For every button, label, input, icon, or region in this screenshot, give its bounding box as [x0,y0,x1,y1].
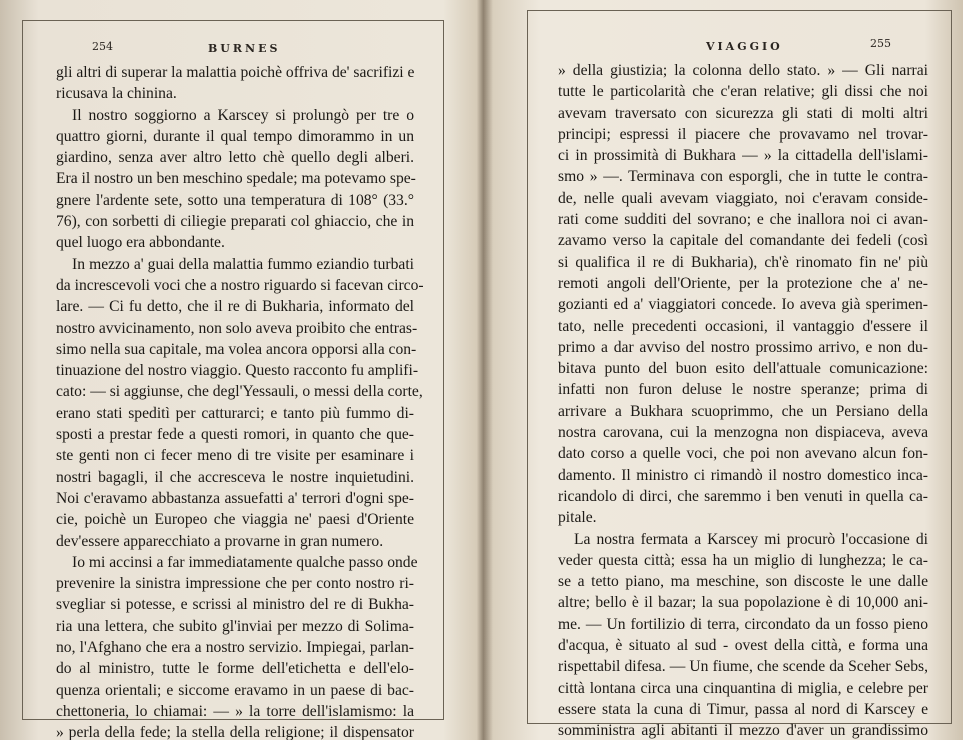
text-line: se a tetto piano, ma meschine, son discoste le une dalle [558,573,928,591]
page-number: 254 [92,40,113,53]
text-line: altre; bello è il bazar; la sua popolazione è di 10,000 ani- [558,594,928,612]
left-page [0,0,478,740]
right-page [484,0,963,740]
text-line: primo a dar avviso del nostro prossimo arrivo, e non du- [558,338,928,356]
text-line: In mezzo a' guai della malattia fummo eziandio turbati [72,255,414,273]
text-line: rispettabil difesa. — Un fiume, che scende da Sceher Sebs, [558,658,928,676]
text-line: Era il nostro un ben meschino spedale; ma potevamo spe- [56,170,416,188]
text-line: de, nelle quali avevam viaggiato, noi c'eravam conside- [558,189,928,207]
text-line: si qualifica il re di Bukharia), ch'è rinomato fin ne' più [558,253,928,271]
text-line: remoti angoli dell'Oriente, per la protezione che a' ne- [558,274,928,292]
text-line: giardino, senza aver altro letto chè quello degli alberi. [56,149,414,167]
body-text [558,60,928,740]
text-line: sposti a prestar fede a questi romori, in quanto che que- [56,426,414,444]
text-line: gli altri di superar la malattia poichè offriva de' sacrifizi e [56,64,415,81]
page-number: 255 [870,37,891,50]
text-line: quattro giorni, durante il qual tempo dimorammo in un [56,127,414,145]
text-line: svegliar si potesse, e scrissi al ministro del re di Bukha- [56,596,414,614]
text-line: no, l'Afghano che era a nostro servizio. Impiegai, parlan- [56,639,414,657]
text-line: gozianti ed a' viaggiatori concede. Io aveva già sperimen- [558,296,928,314]
text-line: ci in prossimità di Bukhara — » la cittadella dell'islami- [558,147,928,165]
text-line: infatti non furon deluse le nostre speranze; prima di [558,381,928,399]
text-line: Noi c'eravamo abbastanza assuefatti a' terrori d'ogni spe- [56,489,414,507]
text-line: simo nella sua capitale, ma volea ancora opporsi alla con- [56,340,417,358]
text-line: erano stati speditì per catturarci; e tanto più fummo di- [56,404,414,422]
text-line: dato corso a quelle voci, che poi non avevano alcun fon- [558,445,928,463]
text-line: damento. Il ministro ci rimandò il nostro domestico inca- [558,466,928,484]
text-line: somministra agli abitanti il mezzo d'aver un grandissimo [558,722,928,740]
text-line: bitava punto del buon esito dell'attuale comunicazione: [558,360,928,378]
text-line: avevam traversato con sicurezza gli stati di molti altri [558,104,928,122]
text-line: gnere l'ardente sete, sotto una temperatura di 108° (33.° [56,191,414,209]
text-line: quenza orientali; e siccome eravamo in un paese di bac- [56,681,414,699]
text-line: ste genti non ci fecer meno di tre visite per esaminare i [56,447,414,465]
text-line: smo » —. Terminava con esporgli, che in tutte le contra- [558,168,928,186]
text-line: nostro avvicinamento, non solo aveva proibito che entras- [56,319,418,337]
text-line: cato: — si aggiunse, che degl'Yessauli, o messi della corte, [56,383,423,401]
text-line: ricandolo di dirci, che saremmo i ben venuti in quella ca- [558,487,928,505]
running-head: BURNES [208,42,281,55]
text-line: » perla della fede; la stella della religione; il dispensator [56,724,414,740]
text-line: d'acqua, è situato al sud - ovest della città, e forma una [558,637,928,655]
text-line: » della giustizia; la colonna dello stato. » — Gli narrai [558,62,928,79]
running-head: VIAGGIO [706,40,783,53]
text-line: rati come sudditi del sovrano; e che inallora noi ci avan- [558,211,928,229]
text-line: ria una lettera, che subito gl'inviai per mezzo di Solima- [56,617,414,635]
text-line: nostra carovana, cui la menzogna non dispiaceva, aveva [558,424,928,442]
text-line: Io mi accinsi a far immediatamente qualche passo onde [72,553,418,571]
text-line: prevenire la sinistra impressione che per conto nostro ri- [56,575,414,593]
text-line: pitale. [558,509,597,527]
text-line: città lontana circa una cinquantina di miglia, e celebre per [558,679,928,697]
text-line: tutte le particolarità che c'eran relative; gli dissi che noi [558,83,928,101]
text-line: tato, nelle precedenti occasioni, il vantaggio d'essere il [558,317,928,335]
text-line: da increscevoli voci che a nostro riguardo si facevan circo- [56,276,424,294]
text-line: tinuazione del nostro viaggio. Questo racconto fu amplifi- [56,362,419,380]
text-line: chettoneria, lo chiamai: — » la torre dell'islamismo: la [56,702,414,720]
text-line: 76), con sorbetti di ciliegie preparati col ghiaccio, che in [56,213,414,231]
text-line: nostri bagagli, il che accresceva le nostre inquietudini. [56,468,414,486]
text-line: ricusava la chinina. [56,85,177,103]
text-line: dev'essere apparecchiato a provarne in gran numero. [56,532,384,550]
text-line: zavamo verso la capitale del comandante dei fedeli (così [558,232,928,250]
text-line: lare. — Ci fu detto, che il re di Bukharia, informato del [56,298,414,316]
text-line: me. — Un fortilizio di terra, circondato da un fosso pieno [558,615,928,633]
text-line: principi; espressi il piacere che provavamo nel trovar- [558,125,928,143]
text-line: do al ministro, tutte le forme dell'etichetta e dell'elo- [56,660,414,678]
text-line: arrivare a Bukhara scuoprimmo, che un Persiano della [558,402,928,420]
text-line: Il nostro soggiorno a Karscey si prolungò per tre o [72,106,414,124]
text-line: La nostra fermata a Karscey mi procurò l'occasione di [574,530,928,548]
text-line: quel luogo era abbondante. [56,234,225,252]
text-line: essere stata la cuna di Timur, passa al nord di Karscey e [558,700,928,718]
text-line: veder questa città; essa ha un miglio di lunghezza; le ca- [558,551,928,569]
text-line: cie, poichè un Europeo che viaggia ne' paesi d'Oriente [56,511,414,529]
body-text [56,62,424,740]
